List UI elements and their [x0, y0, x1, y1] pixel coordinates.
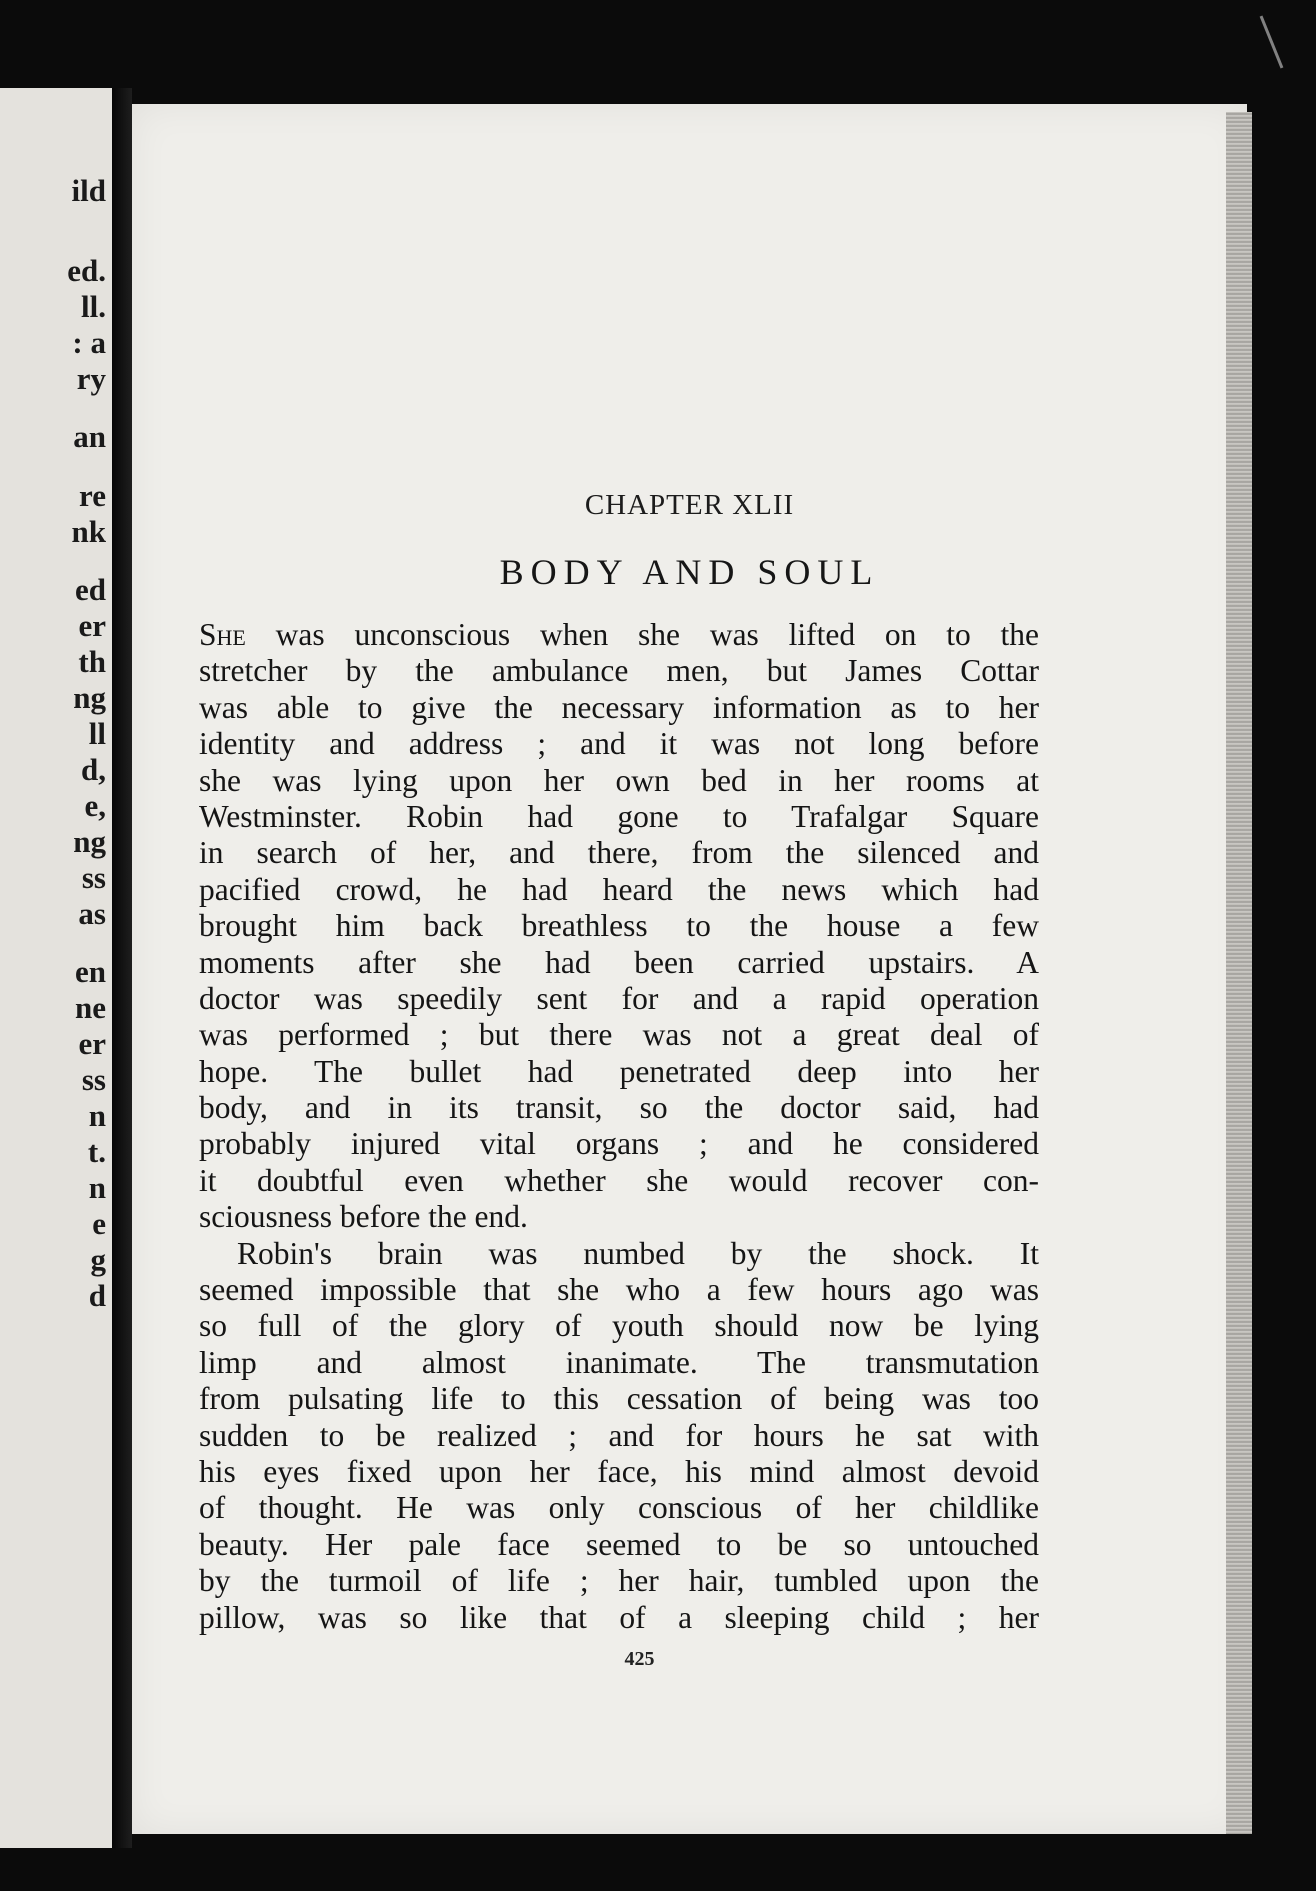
left-page-fragment: n	[88, 1170, 106, 1205]
left-page-fragment: ng	[73, 680, 106, 715]
text-line: body, and in its transit, so the doctor said, had	[199, 1090, 1039, 1126]
left-page-fragment: re	[79, 478, 106, 513]
text-line: in search of her, and there, from the silenced and	[199, 835, 1039, 871]
left-page-fragment: ed.	[67, 253, 106, 288]
left-page-fragment: ry	[76, 361, 106, 396]
text-line: of thought. He was only conscious of her childlike	[199, 1490, 1039, 1526]
chapter-body-text	[199, 617, 1039, 1636]
opening-word: She	[199, 617, 246, 652]
left-page-fragment: e,	[84, 788, 106, 823]
left-page-fragment: th	[78, 644, 106, 679]
text-line: hope. The bullet had penetrated deep into her	[199, 1053, 1039, 1089]
left-page-fragment: as	[78, 896, 106, 931]
text-line: Westminster. Robin had gone to Trafalgar Square	[199, 798, 1039, 834]
text-line: pillow, was so like that of a sleeping child ; her	[199, 1599, 1039, 1635]
chapter-label: CHAPTER XLII	[584, 489, 795, 521]
text-line: stretcher by the ambulance men, but James Cottar	[199, 653, 1039, 689]
left-page-fragment: nk	[71, 514, 106, 549]
text-line: sciousness before the end.	[199, 1199, 528, 1235]
text-line: by the turmoil of life ; her hair, tumbled upon the	[199, 1563, 1039, 1599]
scan-corner-mark	[1260, 15, 1284, 68]
left-page-fragment: d	[88, 1278, 106, 1313]
chapter-title: BODY AND SOUL	[499, 552, 880, 592]
text-line: his eyes fixed upon her face, his mind almost devoid	[199, 1453, 1039, 1489]
text-line: probably injured vital organs ; and he considered	[199, 1126, 1039, 1162]
left-page-fragment: t.	[87, 1134, 106, 1169]
text-line: moments after she had been carried upstairs. A	[199, 944, 1039, 980]
text-line: brought him back breathless to the house a few	[199, 908, 1039, 944]
text-line: sudden to be realized ; and for hours he sat with	[199, 1417, 1039, 1453]
text-line: it doubtful even whether she would recover con-	[199, 1162, 1039, 1198]
text-line: pacified crowd, he had heard the news which had	[199, 871, 1039, 907]
page-number: 425	[624, 1648, 655, 1670]
text-line: was performed ; but there was not a great deal of	[199, 1017, 1039, 1053]
left-page-fragment: e	[92, 1206, 106, 1241]
left-page-fragment: ild	[71, 173, 106, 208]
text-line: from pulsating life to this cessation of being was too	[199, 1381, 1039, 1417]
text-line: Robin's brain was numbed by the shock. It	[237, 1235, 1039, 1271]
left-page-fragment: d,	[81, 752, 106, 787]
left-page-fragment: ss	[81, 1062, 106, 1097]
left-page-fragment: an	[73, 419, 106, 454]
text-line: was able to give the necessary information as to her	[199, 689, 1039, 725]
text-line: identity and address ; and it was not long before	[199, 726, 1039, 762]
left-page-fragment: ll.	[81, 289, 106, 324]
left-page-fragment: ll	[88, 716, 106, 751]
left-page-fragment: ss	[81, 860, 106, 895]
book-gutter	[112, 88, 132, 1848]
text-line: She was unconscious when she was lifted on to the	[199, 617, 1039, 652]
left-page-fragment: en	[75, 954, 106, 989]
left-page-fragment: n	[88, 1098, 106, 1133]
left-page-fragment: er	[78, 608, 106, 643]
left-page-fragment: er	[78, 1026, 106, 1061]
text-line: beauty. Her pale face seemed to be so untouched	[199, 1526, 1039, 1562]
left-page-fragment: ne	[75, 990, 106, 1025]
page-edge	[1226, 112, 1252, 1834]
text-line: so full of the glory of youth should now be lying	[199, 1308, 1039, 1344]
left-page-fragment: g	[90, 1242, 106, 1277]
left-page-fragment: : a	[72, 325, 106, 360]
text-line: she was lying upon her own bed in her rooms at	[199, 762, 1039, 798]
left-page-fragment: ed	[75, 572, 106, 607]
left-page-fragment: ng	[73, 824, 106, 859]
left-facing-page	[0, 88, 112, 1848]
text-line: doctor was speedily sent for and a rapid operation	[199, 980, 1039, 1016]
text-line: seemed impossible that she who a few hours ago was	[199, 1272, 1039, 1308]
text-line: limp and almost inanimate. The transmutation	[199, 1344, 1039, 1380]
